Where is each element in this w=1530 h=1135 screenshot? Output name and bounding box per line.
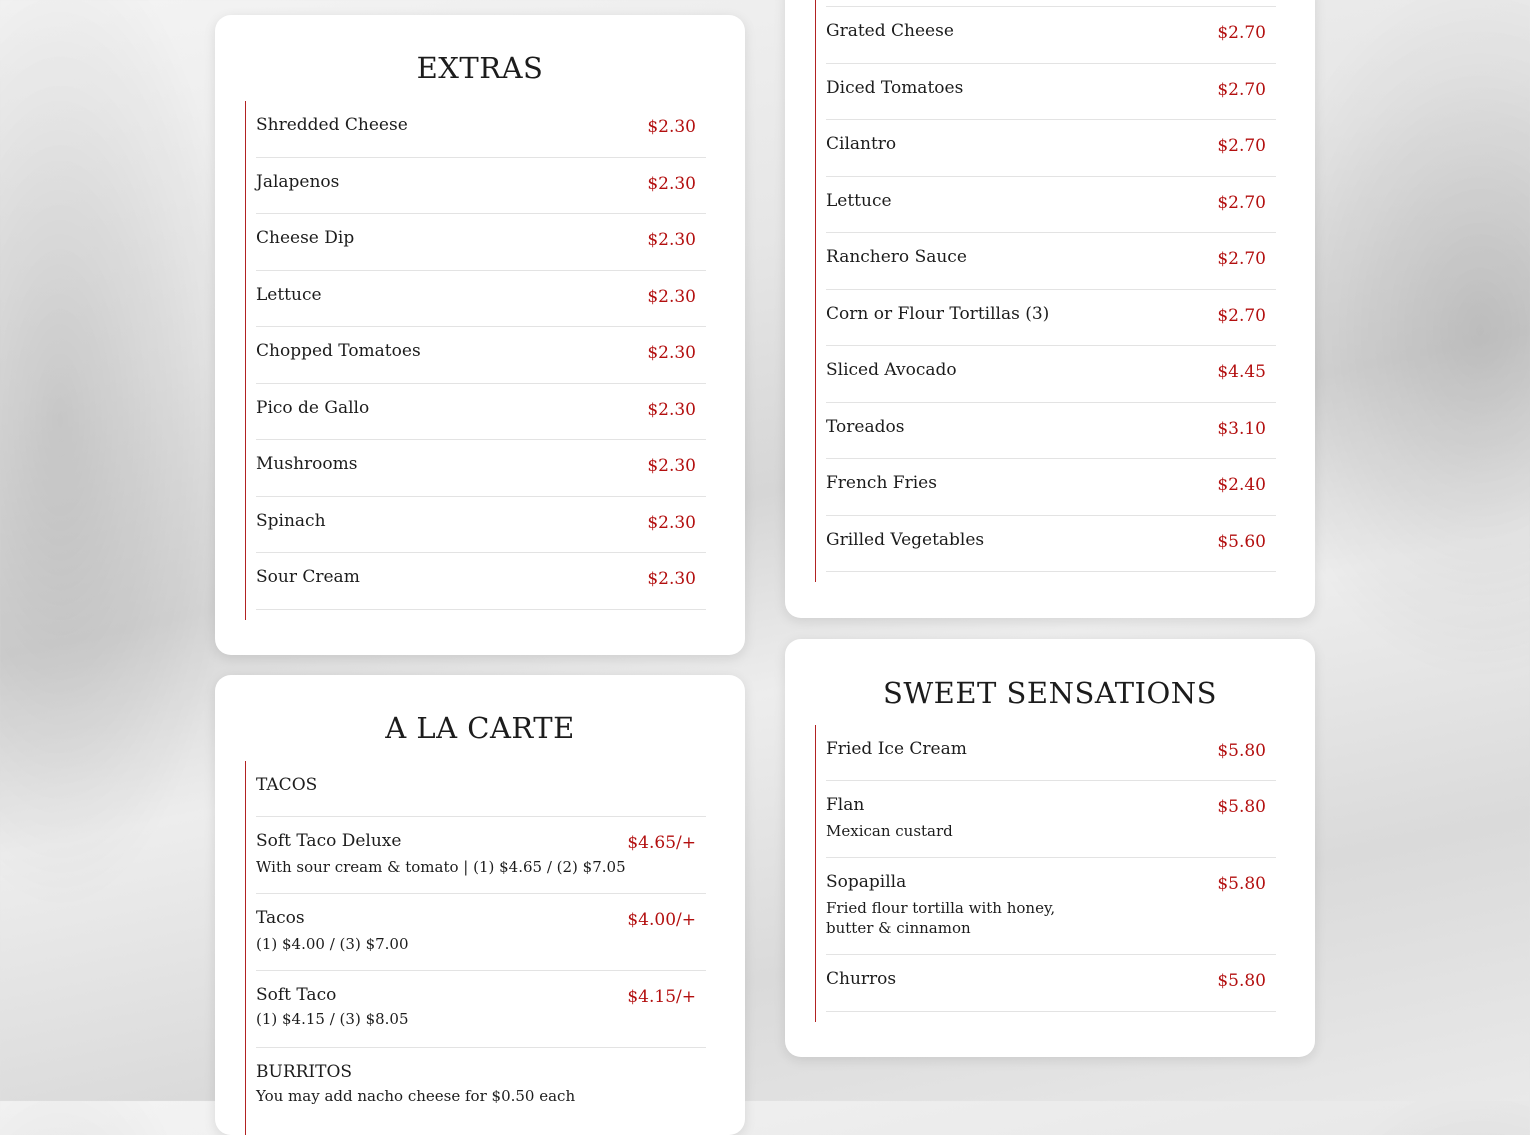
item-price: $2.70 [1217,305,1266,326]
item-price: $5.80 [1217,971,1266,991]
list-item [256,158,706,215]
item-name: Pico de Gallo [256,397,370,418]
item-name: Diced Tomatoes [826,77,964,98]
item-price: $2.70 [1217,192,1266,213]
sweets-title: SWEET SENSATIONS [882,676,1218,710]
item-price: $5.60 [1217,531,1266,552]
list-item [256,327,706,384]
item-price: $2.30 [647,343,696,363]
list-item [256,971,706,1048]
list-item [256,271,706,328]
toppings-card [785,0,1315,618]
list-item [256,101,706,158]
item-name: Corn or Flour Tortillas (3) [826,303,1050,324]
list-item [826,177,1276,234]
item-price: $2.30 [647,512,696,533]
item-price: $2.40 [1217,475,1266,495]
list-item [826,858,1276,955]
item-name: Grated Cheese [826,21,954,41]
item-name: Soft Taco [256,985,337,1005]
item-name: Ranchero Sauce [826,247,967,267]
item-name: Tacos [256,908,305,928]
item-price: $4.15/+ [627,987,696,1007]
item-price: $2.70 [1217,23,1266,43]
item-name: Toreados [826,416,905,437]
item-name: Spinach [256,510,326,531]
item-name: Lettuce [826,190,892,211]
item-price: $2.30 [647,399,696,420]
item-name: Chopped Tomatoes [256,341,421,361]
list-item [826,233,1276,290]
item-description: Fried flour tortilla with honey, butter & cinnamon [826,899,1056,937]
list-item [826,955,1276,1012]
item-name: Cilantro [826,134,897,154]
item-name: French Fries [826,473,937,493]
extras-title: EXTRAS [416,51,544,85]
section-header [256,761,706,817]
item-name: Flan [826,795,865,815]
alacarte-card [215,675,745,1135]
list-item [256,497,706,554]
item-name: Sopapilla [826,872,907,892]
item-price: $4.65/+ [627,833,696,853]
item-name: Soft Taco Deluxe [256,831,402,851]
section-name: TACOS [256,775,318,795]
item-name: Jalapenos [256,171,340,192]
list-item [826,290,1276,347]
section-name: BURRITOS [256,1062,353,1082]
item-price: $5.80 [1217,874,1266,894]
list-item [256,553,706,610]
list-item [256,214,706,271]
extras-list [245,101,706,620]
toppings-list [815,0,1276,582]
list-item [826,516,1276,573]
list-item [826,120,1276,177]
item-name: Shredded Cheese [256,115,408,135]
item-price: $2.70 [1217,249,1266,269]
item-price: $2.70 [1217,79,1266,100]
item-price: $2.30 [647,230,696,250]
list-item [256,894,706,971]
list-item [256,384,706,441]
item-name: Cheese Dip [256,228,355,248]
item-price: $2.70 [1217,136,1266,156]
alacarte-list [245,761,706,1135]
sweets-card [785,639,1315,1057]
item-name: Mushrooms [256,454,358,474]
item-price: $4.45 [1217,362,1266,382]
item-price: $3.10 [1217,418,1266,439]
item-name: Grilled Vegetables [826,529,985,550]
item-price: $2.30 [647,173,696,194]
item-name: Fried Ice Cream [826,739,967,759]
list-item [826,7,1276,64]
section-note: You may add nacho cheese for $0.50 each [256,1087,576,1105]
item-description: (1) $4.00 / (3) $7.00 [256,935,409,953]
list-item [826,403,1276,460]
list-item [826,725,1276,781]
item-name: Sliced Avocado [826,360,957,380]
alacarte-title: A LA CARTE [385,711,575,745]
section-header [256,1048,706,1128]
item-name: Sour Cream [256,567,360,587]
item-price: $2.30 [647,117,696,137]
list-item [256,817,706,894]
list-item [826,459,1276,516]
item-price: $2.30 [647,569,696,589]
item-price: $4.00/+ [627,910,696,930]
item-description: With sour cream & tomato | (1) $4.65 / (2) $7.05 [256,858,626,876]
list-item [826,64,1276,121]
item-description: Mexican custard [826,822,953,840]
item-price: $2.30 [647,286,696,307]
list-item [826,781,1276,858]
sweets-list [815,725,1276,1022]
list-item [256,440,706,497]
list-item [826,346,1276,403]
list-item-partial [826,0,1276,7]
extras-card [215,15,745,655]
item-price: $5.80 [1217,741,1266,761]
item-description: (1) $4.15 / (3) $8.05 [256,1010,409,1028]
item-name: Churros [826,969,897,989]
item-price: $5.80 [1217,797,1266,817]
item-price: $2.30 [647,456,696,476]
item-name: Lettuce [256,284,322,305]
